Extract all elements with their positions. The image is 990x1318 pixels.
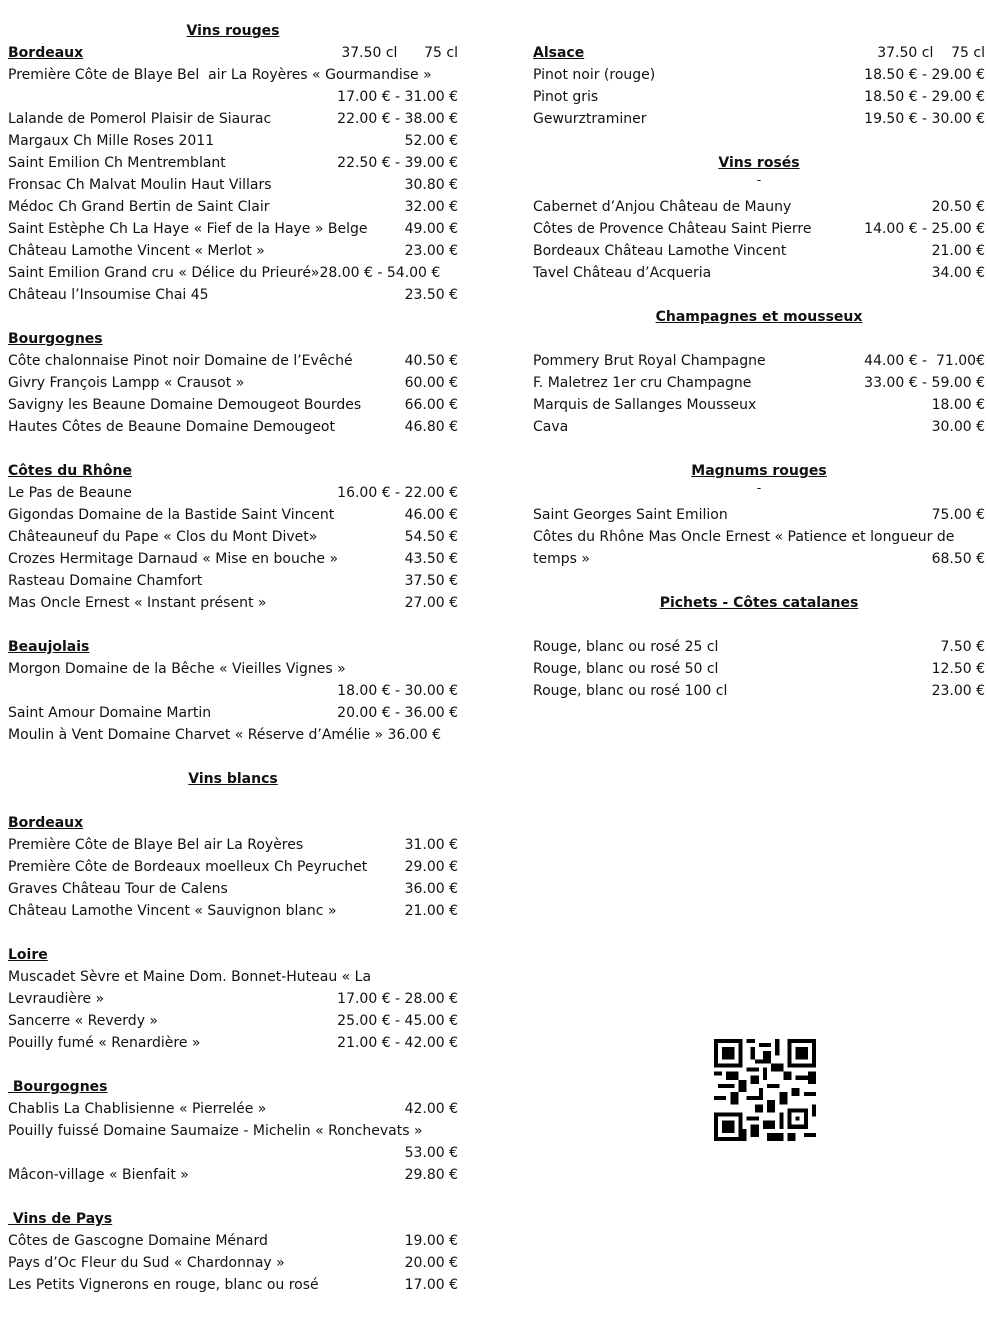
section-title-pichets-cotes-catalanes: Pichets - Côtes catalanes: [659, 595, 859, 611]
spacer: [8, 790, 458, 812]
wine-row: [8, 702, 458, 724]
wine-name: Givry François Lampp « Crausot »: [8, 375, 245, 391]
wine-price: 22.00 € - 38.00 €: [337, 111, 458, 127]
wine-name: Le Pas de Beaune: [8, 485, 132, 501]
wine-price: 66.00 €: [404, 397, 458, 413]
wine-price: 42.00 €: [404, 1101, 458, 1117]
section-title-vins-rouges: Vins rouges: [186, 23, 280, 39]
wine-name: Cabernet d’Anjou Château de Mauny: [533, 199, 792, 215]
category-row-vins-de-pays: [8, 1208, 458, 1230]
spacer: [533, 328, 985, 350]
wine-row: [8, 988, 458, 1010]
category-heading: Côtes du Rhône: [8, 463, 132, 479]
wine-name: Hautes Côtes de Beaune Domaine Demougeot: [8, 419, 335, 435]
wine-name: Margaux Ch Mille Roses 2011: [8, 133, 215, 149]
wine-row: [533, 64, 985, 86]
wine-price: 23.00 €: [404, 243, 458, 259]
spacer: [533, 570, 985, 592]
wine-row: [533, 108, 985, 130]
wine-price: 17.00 € - 31.00 €: [337, 89, 458, 105]
wine-row: [8, 526, 458, 548]
wine-row: [533, 548, 985, 570]
wine-row: [533, 416, 985, 438]
volume-header: 37.50 cl 75 cl: [877, 45, 985, 61]
wine-price: 36.00 €: [404, 881, 458, 897]
wine-row: [533, 394, 985, 416]
wine-row: [8, 1230, 458, 1252]
wine-row: [8, 878, 458, 900]
wine-name: Pouilly fuissé Domaine Saumaize - Michelin « Ronchevats »: [8, 1123, 423, 1139]
wine-name: Morgon Domaine de la Bêche « Vieilles Vignes »: [8, 661, 346, 677]
category-heading: Bordeaux: [8, 815, 84, 831]
wine-row: [8, 86, 458, 108]
wine-price: 21.00 €: [931, 243, 985, 259]
wine-price: 52.00 €: [404, 133, 458, 149]
wine-name: Saint Georges Saint Emilion: [533, 507, 728, 523]
wine-row: [8, 966, 458, 988]
wine-price: 20.50 €: [931, 199, 985, 215]
wine-price: 46.00 €: [404, 507, 458, 523]
wine-row: [8, 218, 458, 240]
wine-name: Graves Château Tour de Calens: [8, 881, 228, 897]
wine-name: Pommery Brut Royal Champagne: [533, 353, 766, 369]
wine-row: [533, 680, 985, 702]
wine-row: [8, 658, 458, 680]
wine-row: [8, 196, 458, 218]
wine-name: Première Côte de Bordeaux moelleux Ch Peyruchet: [8, 859, 368, 875]
wine-price: 19.50 € - 30.00 €: [864, 111, 985, 127]
wine-row: [8, 724, 458, 746]
spacer: [533, 614, 985, 636]
wine-row: [533, 372, 985, 394]
wine-row: [8, 152, 458, 174]
wine-price: 23.50 €: [404, 287, 458, 303]
wine-row: [533, 526, 985, 548]
spacer: [533, 130, 985, 152]
wine-name: Pinot noir (rouge): [533, 67, 656, 83]
wine-name: Tavel Château d’Acqueria: [533, 265, 712, 281]
wine-row: [533, 350, 985, 372]
wine-name: Sancerre « Reverdy »: [8, 1013, 158, 1029]
wine-name: Château l’Insoumise Chai 45: [8, 287, 209, 303]
wine-row: [8, 592, 458, 614]
wine-name: Lalande de Pomerol Plaisir de Siaurac: [8, 111, 272, 127]
wine-row: [8, 1252, 458, 1274]
spacer: [533, 438, 985, 460]
wine-row: [8, 548, 458, 570]
wine-row: [8, 1142, 458, 1164]
wine-price: 75.00 €: [931, 507, 985, 523]
wine-name: Châteauneuf du Pape « Clos du Mont Divet»: [8, 529, 318, 545]
wine-price: 22.50 € - 39.00 €: [337, 155, 458, 171]
wine-name: Rouge, blanc ou rosé 100 cl: [533, 683, 728, 699]
wine-name: Bordeaux Château Lamothe Vincent: [533, 243, 787, 259]
spacer: [8, 922, 458, 944]
wine-price: 68.50 €: [931, 551, 985, 567]
wine-price: 40.50 €: [404, 353, 458, 369]
category-row-beaujolais: [8, 636, 458, 658]
wine-name: Savigny les Beaune Domaine Demougeot Bourdes: [8, 397, 362, 413]
wine-row: [8, 240, 458, 262]
wine-name: temps »: [533, 551, 590, 567]
wine-name: Première Côte de Blaye Bel air La Royères: [8, 837, 304, 853]
wine-price: 29.80 €: [404, 1167, 458, 1183]
wine-price: 60.00 €: [404, 375, 458, 391]
wine-price: 18.00 € - 30.00 €: [337, 683, 458, 699]
wine-name: Cava: [533, 419, 569, 435]
spacer: [533, 20, 985, 42]
wine-price: 23.00 €: [931, 683, 985, 699]
category-row-bourgognes: [8, 328, 458, 350]
wine-name: Gewurztraminer: [533, 111, 647, 127]
wine-price: 12.50 €: [931, 661, 985, 677]
category-heading: Bourgognes: [8, 331, 103, 347]
wine-row: [8, 1164, 458, 1186]
spacer: [8, 438, 458, 460]
category-row-bordeaux: [8, 42, 458, 64]
section-title-vins-roses: Vins rosés: [718, 155, 800, 171]
wine-name: Les Petits Vignerons en rouge, blanc ou rosé: [8, 1277, 319, 1293]
wine-price: 25.00 € - 45.00 €: [337, 1013, 458, 1029]
category-heading: Bourgognes: [8, 1079, 108, 1095]
wine-row: [8, 174, 458, 196]
wine-row: [8, 1120, 458, 1142]
wine-name: Fronsac Ch Malvat Moulin Haut Villars: [8, 177, 272, 193]
wine-name: Saint Emilion Grand cru « Délice du Prieuré»28.00 € - 54.00 €: [8, 265, 441, 281]
wine-row: [8, 416, 458, 438]
wine-price: 31.00 €: [404, 837, 458, 853]
wine-row: [8, 262, 458, 284]
wine-name: Rouge, blanc ou rosé 50 cl: [533, 661, 719, 677]
wine-price: 17.00 €: [404, 1277, 458, 1293]
wine-name: Pinot gris: [533, 89, 599, 105]
spacer: [8, 746, 458, 768]
wine-row: [8, 1274, 458, 1296]
wine-price: 49.00 €: [404, 221, 458, 237]
wine-name: Crozes Hermitage Darnaud « Mise en bouche »: [8, 551, 339, 567]
wine-name: Saint Estèphe Ch La Haye « Fief de la Haye » Belge: [8, 221, 368, 237]
wine-price: 32.00 €: [404, 199, 458, 215]
wine-price: 53.00 €: [404, 1145, 458, 1161]
wine-row: [533, 636, 985, 658]
wine-row: [8, 504, 458, 526]
wine-price: 14.00 € - 25.00 €: [864, 221, 985, 237]
wine-name: Première Côte de Blaye Bel air La Royères « Gourmandise »: [8, 67, 432, 83]
wine-row: [533, 504, 985, 526]
wine-name: Saint Emilion Ch Mentremblant: [8, 155, 226, 171]
wine-name: Muscadet Sèvre et Maine Dom. Bonnet-Huteau « La: [8, 969, 372, 985]
wine-row: [8, 1098, 458, 1120]
separator-dash: -: [756, 481, 762, 495]
wine-name: Rasteau Domaine Chamfort: [8, 573, 203, 589]
wine-price: 18.00 €: [931, 397, 985, 413]
wine-price: 20.00 €: [404, 1255, 458, 1271]
wine-name: Levraudière »: [8, 991, 105, 1007]
wine-name: Moulin à Vent Domaine Charvet « Réserve d’Amélie » 36.00 €: [8, 727, 441, 743]
wine-price: 44.00 € - 71.00€: [864, 353, 985, 369]
category-heading: Bordeaux: [8, 45, 84, 61]
wine-row: [8, 350, 458, 372]
wine-price: 21.00 €: [404, 903, 458, 919]
wine-row: [8, 1010, 458, 1032]
wine-row: [8, 900, 458, 922]
wine-name: Côtes de Gascogne Domaine Ménard: [8, 1233, 268, 1249]
qr-code-icon: [714, 1039, 816, 1141]
wine-name: Mas Oncle Ernest « Instant présent »: [8, 595, 267, 611]
wine-row: [533, 86, 985, 108]
spacer: [8, 1054, 458, 1076]
wine-row: [533, 658, 985, 680]
wine-row: [8, 856, 458, 878]
wine-row: [8, 130, 458, 152]
left-column: [8, 20, 458, 1296]
wine-name: Pouilly fumé « Renardière »: [8, 1035, 201, 1051]
wine-name: Chablis La Chablisienne « Pierrelée »: [8, 1101, 267, 1117]
spacer: [533, 284, 985, 306]
wine-price: 30.80 €: [404, 177, 458, 193]
wine-price: 34.00 €: [931, 265, 985, 281]
wine-name: Château Lamothe Vincent « Merlot »: [8, 243, 265, 259]
wine-name: Château Lamothe Vincent « Sauvignon blanc »: [8, 903, 337, 919]
section-title-vins-blancs: Vins blancs: [188, 771, 278, 787]
category-heading: Vins de Pays: [8, 1211, 113, 1227]
wine-name: Mâcon-village « Bienfait »: [8, 1167, 189, 1183]
wine-row: [8, 834, 458, 856]
wine-name: Rouge, blanc ou rosé 25 cl: [533, 639, 719, 655]
wine-row: [8, 482, 458, 504]
wine-name: Médoc Ch Grand Bertin de Saint Clair: [8, 199, 270, 215]
wine-name: Côtes du Rhône Mas Oncle Ernest « Patience et longueur de: [533, 529, 955, 545]
wine-row: [533, 196, 985, 218]
category-row-bordeaux: [8, 812, 458, 834]
wine-name: Côte chalonnaise Pinot noir Domaine de l’Evêché: [8, 353, 353, 369]
wine-name: Pays d’Oc Fleur du Sud « Chardonnay »: [8, 1255, 285, 1271]
category-heading: Loire: [8, 947, 48, 963]
wine-row: [8, 108, 458, 130]
category-heading: Alsace: [533, 45, 585, 61]
wine-price: 37.50 €: [404, 573, 458, 589]
wine-row: [8, 64, 458, 86]
wine-name: Gigondas Domaine de la Bastide Saint Vincent: [8, 507, 335, 523]
wine-row: [8, 394, 458, 416]
wine-price: 18.50 € - 29.00 €: [864, 89, 985, 105]
wine-row: [8, 1032, 458, 1054]
wine-price: 30.00 €: [931, 419, 985, 435]
wine-price: 29.00 €: [404, 859, 458, 875]
wine-name: Saint Amour Domaine Martin: [8, 705, 212, 721]
wine-row: [8, 680, 458, 702]
volume-header: 37.50 cl 75 cl: [341, 45, 458, 61]
wine-price: 33.00 € - 59.00 €: [864, 375, 985, 391]
wine-price: 43.50 €: [404, 551, 458, 567]
wine-row: [8, 284, 458, 306]
category-row-bourgognes: [8, 1076, 458, 1098]
wine-price: 27.00 €: [404, 595, 458, 611]
wine-price: 46.80 €: [404, 419, 458, 435]
wine-row: [8, 570, 458, 592]
wine-name: Marquis de Sallanges Mousseux: [533, 397, 757, 413]
wine-price: 17.00 € - 28.00 €: [337, 991, 458, 1007]
wine-price: 54.50 €: [404, 529, 458, 545]
wine-price: 18.50 € - 29.00 €: [864, 67, 985, 83]
section-title-champagnes-et-mousseux: Champagnes et mousseux: [655, 309, 863, 325]
wine-price: 16.00 € - 22.00 €: [337, 485, 458, 501]
section-title-magnums-rouges: Magnums rouges: [691, 463, 827, 479]
wine-price: 20.00 € - 36.00 €: [337, 705, 458, 721]
spacer: [8, 1186, 458, 1208]
wine-price: 19.00 €: [404, 1233, 458, 1249]
spacer: [8, 306, 458, 328]
wine-row: [8, 372, 458, 394]
wine-name: Côtes de Provence Château Saint Pierre: [533, 221, 812, 237]
wine-name: F. Maletrez 1er cru Champagne: [533, 375, 752, 391]
wine-row: [533, 240, 985, 262]
category-row-alsace: [533, 42, 985, 64]
separator-dash: -: [756, 173, 762, 187]
wine-price: 7.50 €: [940, 639, 985, 655]
wine-price: 21.00 € - 42.00 €: [337, 1035, 458, 1051]
category-row-loire: [8, 944, 458, 966]
category-heading: Beaujolais: [8, 639, 90, 655]
right-column: [533, 20, 985, 702]
wine-row: [533, 218, 985, 240]
category-row-cotes-du-rhone: [8, 460, 458, 482]
wine-row: [533, 262, 985, 284]
spacer: [8, 614, 458, 636]
